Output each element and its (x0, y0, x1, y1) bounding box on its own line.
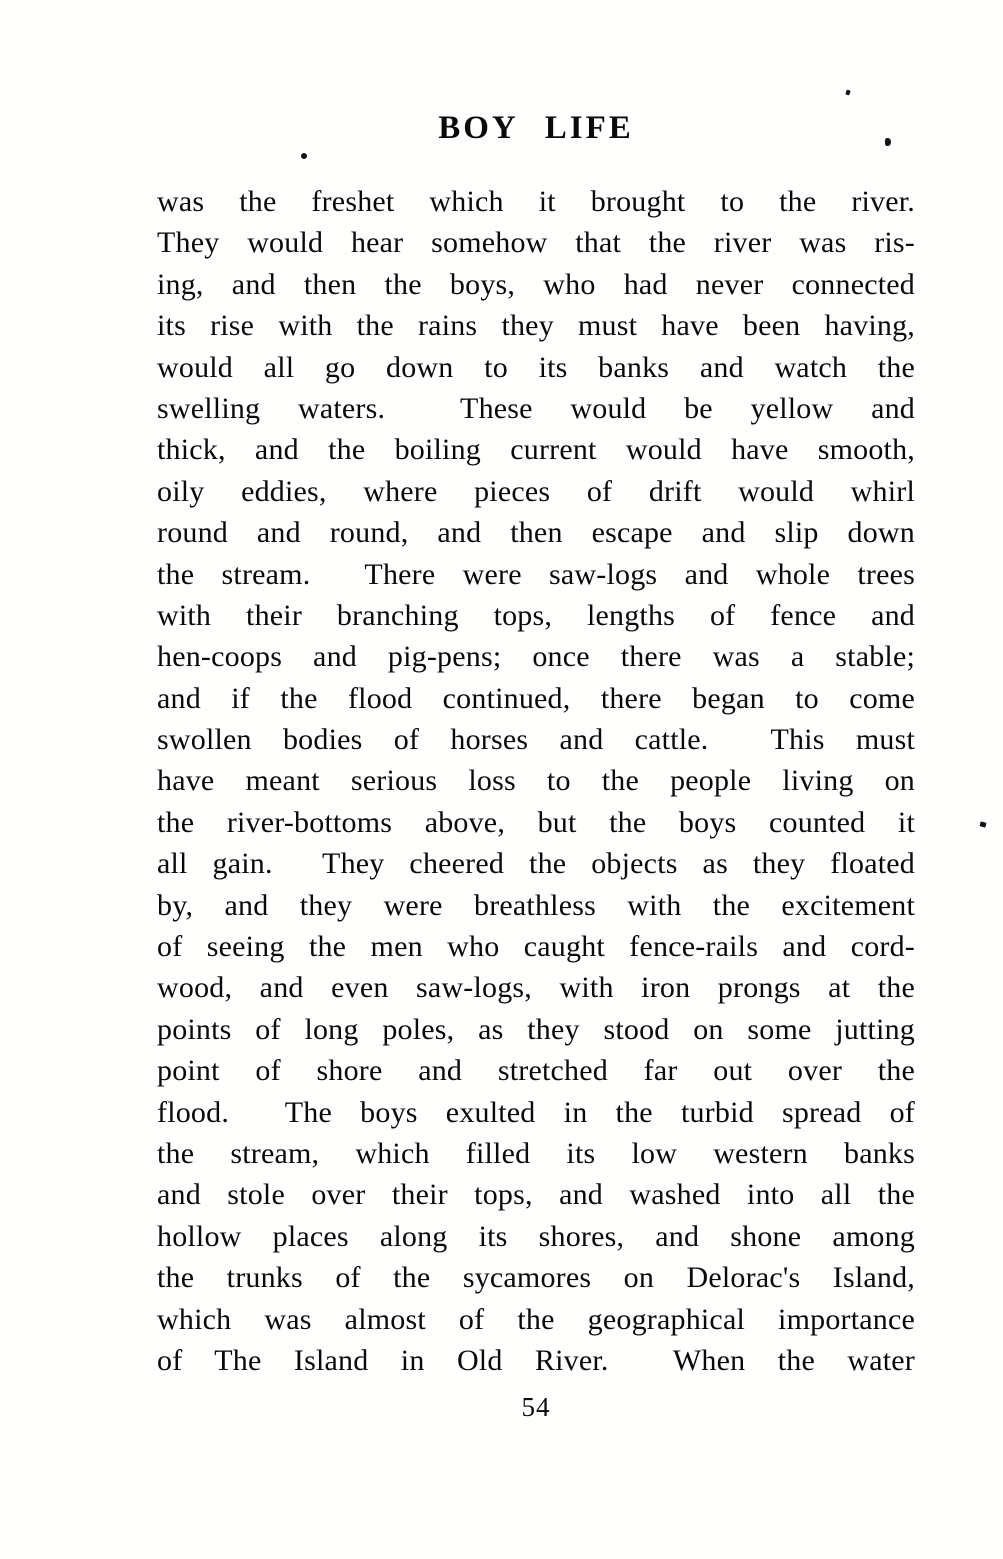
text-line: oily eddies, where pieces of drift would whirl (157, 474, 915, 508)
text-line: thick, and the boiling current would have smooth, (157, 433, 915, 467)
scan-speck (301, 153, 307, 159)
text-line: would all go down to its banks and watch the (157, 350, 915, 384)
text-line: the stream. There were saw-logs and whole trees (157, 557, 915, 591)
text-line: round and round, and then escape and slip down (157, 516, 915, 550)
text-line: by, and they were breathless with the excitement (157, 888, 915, 922)
page-header-title: BOY LIFE (438, 110, 634, 146)
page-number: 54 (521, 1392, 551, 1422)
text-line: swollen bodies of horses and cattle. This must (157, 723, 915, 757)
text-line: its rise with the rains they must have been having, (157, 309, 915, 343)
scan-speck (845, 89, 850, 95)
text-line: of The Island in Old River. When the water (157, 1343, 915, 1377)
scan-speck (979, 821, 986, 827)
text-line: and if the flood continued, there began to come (157, 681, 915, 715)
text-line: swelling waters. These would be yellow and (157, 391, 915, 425)
text-line: hen-coops and pig-pens; once there was a stable; (157, 640, 915, 674)
scan-speck (885, 138, 891, 146)
text-line: wood, and even saw-logs, with iron prongs at the (157, 971, 915, 1005)
text-line: all gain. They cheered the objects as they floated (157, 847, 915, 881)
text-line: ing, and then the boys, who had never connected (157, 267, 915, 301)
text-line: the trunks of the sycamores on Delorac's Island, (157, 1261, 915, 1295)
text-line: of seeing the men who caught fence-rails and cord- (157, 930, 915, 964)
text-line: They would hear somehow that the river was ris- (157, 226, 915, 260)
text-line: which was almost of the geographical importance (157, 1302, 915, 1336)
text-line: point of shore and stretched far out over the (157, 1054, 915, 1088)
text-line: was the freshet which it brought to the river. (157, 185, 915, 218)
text-line: the river-bottoms above, but the boys counted it (157, 805, 915, 839)
text-line: have meant serious loss to the people living on (157, 764, 915, 798)
text-line: and stole over their tops, and washed into all the (157, 1178, 915, 1212)
text-line: flood. The boys exulted in the turbid spread of (157, 1095, 915, 1129)
text-line: the stream, which filled its low western banks (157, 1136, 915, 1170)
text-line: hollow places along its shores, and shone among (157, 1219, 915, 1253)
text-line: with their branching tops, lengths of fence and (157, 598, 915, 632)
body-text (157, 181, 915, 1381)
text-line: points of long poles, as they stood on some jutting (157, 1012, 915, 1046)
